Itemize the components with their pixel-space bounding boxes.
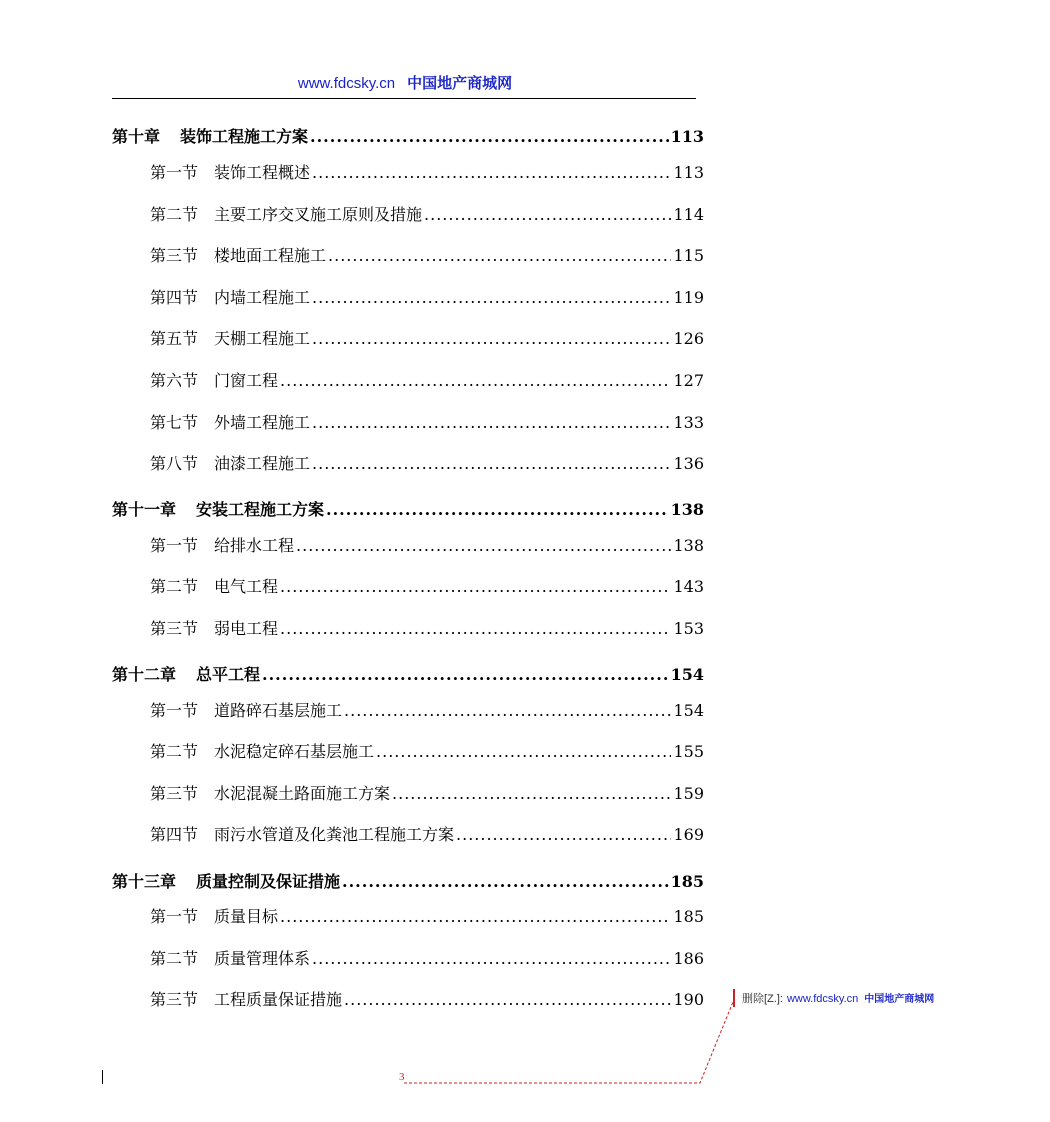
toc-page: 119 [673,288,704,307]
toc-title: 装饰工程施工方案 [180,127,309,146]
toc-page: 185 [673,907,704,926]
toc-title: 水泥混凝土路面施工方案 [214,784,391,803]
toc-title: 道路碎石基层施工 [214,701,343,720]
revision-comment-marker [733,989,735,1007]
toc-title: 雨污水管道及化粪池工程施工方案 [214,825,455,844]
toc-page: 115 [673,246,704,265]
toc-title: 工程质量保证措施 [214,990,343,1009]
comment-site-url: www.fdcsky.cn [786,993,859,1005]
comment-label: 删除[Z.]: [742,993,783,1005]
toc-number: 第十二章 [112,665,177,684]
toc-title: 天棚工程施工 [214,329,311,348]
toc-number: 第四节 [150,825,199,844]
toc-number: 第三节 [150,784,199,803]
comment-site-title: 中国地产商城网 [864,994,935,1005]
toc-title: 门窗工程 [214,371,279,390]
toc-title: 装饰工程概述 [214,163,311,182]
toc-page: 126 [673,329,704,348]
toc-number: 第六节 [150,371,199,390]
toc-number: 第三节 [150,990,199,1009]
toc-title: 内墙工程施工 [214,288,311,307]
toc-number: 第十一章 [112,500,177,519]
toc-number: 第二节 [150,949,199,968]
toc-page: 143 [673,577,704,596]
toc-page: 114 [673,205,704,224]
toc-number: 第二节 [150,577,199,596]
toc-number: 第一节 [150,701,199,720]
toc-page: 154 [670,665,704,684]
margin-change-bar [102,1070,103,1084]
toc-page: 159 [673,784,704,803]
toc-page: 138 [670,500,704,519]
toc-title: 质量管理体系 [214,949,311,968]
toc-page: 190 [673,990,704,1009]
toc-title: 油漆工程施工 [214,454,311,473]
toc-page: 153 [673,619,704,638]
toc-page: 154 [673,701,704,720]
toc-title: 外墙工程施工 [214,413,311,432]
toc-page: 169 [673,825,704,844]
toc-page: 186 [673,949,704,968]
toc-title: 给排水工程 [214,536,295,555]
toc-page: 155 [673,742,704,761]
toc-title: 电气工程 [214,577,279,596]
toc-number: 第七节 [150,413,199,432]
page-number: 3 [399,1071,405,1083]
toc-number: 第十三章 [112,872,177,891]
toc-page: 113 [670,127,704,146]
toc-page: 113 [673,163,704,182]
toc-number: 第五节 [150,329,199,348]
toc-number: 第三节 [150,619,199,638]
toc-title: 主要工序交叉施工原则及措施 [214,205,423,224]
toc-number: 第二节 [150,742,199,761]
toc-title: 质量目标 [214,907,279,926]
toc-number: 第四节 [150,288,199,307]
toc-number: 第八节 [150,454,199,473]
toc-number: 第一节 [150,163,199,182]
toc-title: 水泥稳定碎石基层施工 [214,742,375,761]
toc-title: 弱电工程 [214,619,279,638]
toc-title: 安装工程施工方案 [196,500,325,519]
toc-page: 185 [670,872,704,891]
toc-number: 第三节 [150,246,199,265]
toc-number: 第一节 [150,907,199,926]
toc-number: 第二节 [150,205,199,224]
toc-title: 楼地面工程施工 [214,246,327,265]
header-site-title: 中国地产商城网 [407,75,513,92]
header-site-url: www.fdcsky.cn [297,75,396,92]
toc-number: 第十章 [112,127,161,146]
toc-title: 质量控制及保证措施 [196,872,341,891]
toc-page: 127 [673,371,704,390]
toc-title: 总平工程 [196,665,261,684]
toc-page: 136 [673,454,704,473]
revision-comment[interactable] [742,990,934,1006]
toc-number: 第一节 [150,536,199,555]
toc-page: 133 [673,413,704,432]
toc-page: 138 [673,536,704,555]
